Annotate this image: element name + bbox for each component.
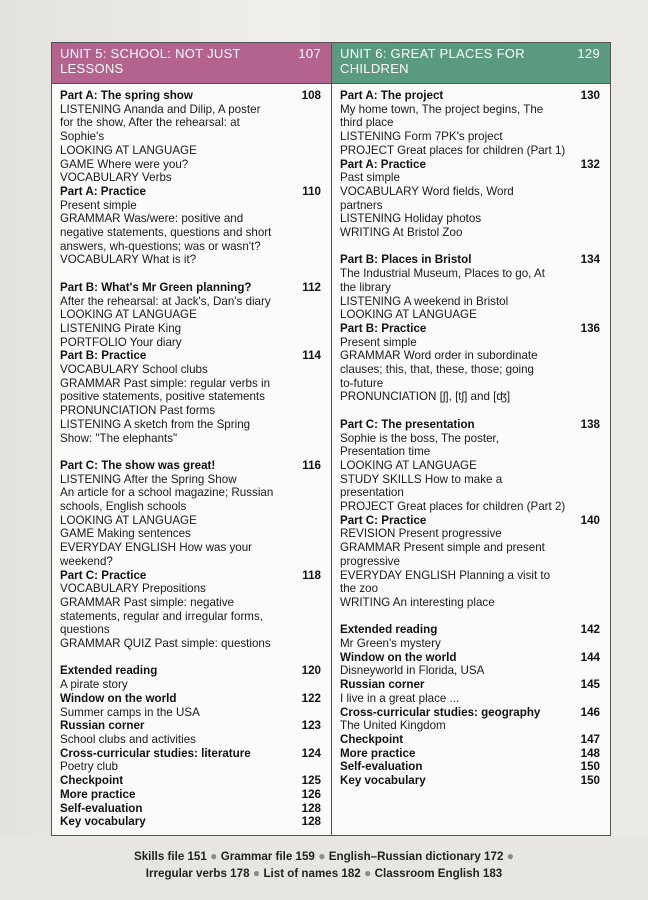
detail-text: positive statements, positive statements <box>60 390 265 404</box>
heading-text: Window on the world <box>340 650 457 664</box>
footer-reference: English–Russian dictionary 172 <box>328 850 504 863</box>
detail-text: LISTENING After the Spring Show <box>60 472 237 486</box>
section-heading <box>340 514 602 528</box>
section-detail <box>60 514 323 528</box>
detail-text: Disneyworld in Florida, USA <box>340 664 485 678</box>
page-number: 125 <box>301 774 321 788</box>
section-detail <box>60 596 323 610</box>
detail-text: GRAMMAR Word order in subordinate <box>340 349 538 363</box>
unit6-header <box>332 43 610 84</box>
section-detail <box>60 116 323 130</box>
section-heading <box>340 760 602 774</box>
section-heading <box>60 747 323 761</box>
detail-text: GRAMMAR Past simple: negative <box>60 595 234 609</box>
detail-text: School clubs and activities <box>60 733 196 746</box>
section-heading <box>60 664 323 678</box>
page-number: 124 <box>301 746 321 760</box>
section-detail <box>340 459 602 473</box>
section-detail <box>60 130 323 144</box>
detail-text: Mr Green's mystery <box>340 637 441 651</box>
toc-entry <box>60 459 323 569</box>
detail-text: LOOKING AT LANGUAGE <box>60 513 197 527</box>
section-heading <box>60 692 323 706</box>
detail-text: EVERYDAY ENGLISH Planning a visit to <box>340 568 551 582</box>
detail-text: answers, wh-questions; was or wasn't? <box>60 239 261 253</box>
reference-footer <box>0 848 648 882</box>
section-detail <box>60 103 323 117</box>
page-number: 118 <box>302 568 321 582</box>
heading-text: Part B: Places in Bristol <box>340 253 472 267</box>
detail-text: Present simple <box>60 198 137 212</box>
section-detail <box>60 500 323 514</box>
heading-text: Self-evaluation <box>340 760 423 774</box>
section-detail <box>60 308 323 322</box>
page-number: 128 <box>301 815 321 829</box>
section-detail <box>340 336 602 350</box>
section-detail <box>340 295 602 309</box>
bullet-separator: ● <box>206 849 221 863</box>
detail-text: LOOKING AT LANGUAGE <box>60 143 197 157</box>
detail-text: LOOKING AT LANGUAGE <box>340 458 477 472</box>
detail-text: GRAMMAR Present simple and present <box>340 541 545 555</box>
detail-text: Past simple <box>340 171 400 185</box>
section-detail <box>340 144 602 158</box>
section-detail <box>340 719 602 733</box>
section-heading <box>340 623 602 637</box>
section-detail <box>60 555 323 569</box>
toc-entry <box>60 185 323 267</box>
section-detail <box>60 144 323 158</box>
page-number: 110 <box>302 184 321 198</box>
detail-text: PROJECT Great places for children (Part 1) <box>340 143 566 157</box>
unit5-header <box>52 43 331 84</box>
detail-text: The Industrial Museum, Places to go, At <box>340 267 545 281</box>
section-detail <box>60 623 323 637</box>
section-detail <box>340 212 602 226</box>
detail-text: to-future <box>340 376 384 390</box>
section-detail <box>340 445 602 459</box>
detail-text: LISTENING A weekend in Bristol <box>340 294 509 308</box>
contents-table <box>51 42 611 836</box>
detail-text: REVISION Present progressive <box>340 527 502 541</box>
section-heading <box>340 651 602 665</box>
section-detail <box>60 432 323 446</box>
section-detail <box>340 596 602 610</box>
detail-text: negative statements, questions and short <box>60 226 272 240</box>
detail-text: PRONUNCIATION Past forms <box>60 404 216 418</box>
footer-line-1 <box>0 848 648 865</box>
section-detail <box>340 473 602 500</box>
page-number: 147 <box>580 733 600 746</box>
detail-text: Sophie is the boss, The poster, <box>340 431 499 445</box>
section-heading <box>60 89 323 103</box>
detail-text: LOOKING AT LANGUAGE <box>60 308 197 322</box>
section-detail <box>340 541 602 555</box>
section-heading <box>340 733 602 747</box>
detail-text: Summer camps in the USA <box>60 705 200 719</box>
detail-text: third place <box>340 116 394 130</box>
detail-text: WRITING An interesting place <box>340 595 495 609</box>
heading-text: Cross-curricular studies: geography <box>340 705 541 719</box>
toc-entry <box>340 158 602 240</box>
heading-text: More practice <box>60 787 136 801</box>
page-number: 150 <box>580 760 600 774</box>
section-heading <box>60 802 323 816</box>
section-detail <box>340 103 602 117</box>
heading-text: Russian corner <box>60 719 145 733</box>
section-detail <box>60 295 323 309</box>
detail-text: PORTFOLIO Your diary <box>60 335 182 349</box>
page-number: 136 <box>580 321 600 335</box>
heading-text: Part C: The presentation <box>340 417 475 431</box>
detail-text: VOCABULARY Prepositions <box>60 582 206 596</box>
detail-text: Show: "The elephants" <box>60 431 178 445</box>
page-number: 150 <box>580 774 600 788</box>
footer-reference: Irregular verbs 178 <box>145 867 250 880</box>
detail-text: questions <box>60 623 110 637</box>
detail-text: The United Kingdom <box>340 719 446 733</box>
heading-text: Part B: What's Mr Green planning? <box>60 280 252 294</box>
section-heading <box>340 253 602 267</box>
entry-spacer <box>60 267 323 281</box>
detail-text: GAME Making sentences <box>60 527 191 541</box>
detail-text: the library <box>340 280 391 294</box>
section-detail <box>60 226 323 240</box>
section-detail <box>340 281 602 295</box>
unit5-column <box>52 43 332 835</box>
detail-text: GRAMMAR Was/were: positive and <box>60 212 244 226</box>
section-detail <box>60 733 323 747</box>
unit5-page: 107 <box>298 46 321 61</box>
detail-text: PROJECT Great places for children (Part 2) <box>340 500 566 514</box>
toc-entry <box>340 253 602 322</box>
toc-entry <box>340 89 602 158</box>
section-detail <box>60 637 323 651</box>
page-number: 132 <box>580 157 600 171</box>
heading-text: Part C: The show was great! <box>60 458 216 472</box>
footer-line-2 <box>0 865 648 882</box>
detail-text: I live in a great place ... <box>340 691 460 705</box>
page-number: 144 <box>580 650 600 664</box>
heading-text: Self-evaluation <box>60 801 143 815</box>
detail-text: schools, English schools <box>60 500 187 514</box>
page-number: 145 <box>580 678 600 692</box>
page-number: 120 <box>301 664 321 678</box>
detail-text: LISTENING Ananda and Dilip, A poster <box>60 102 261 116</box>
section-detail <box>60 760 323 774</box>
detail-text: WRITING At Bristol Zoo <box>340 226 463 240</box>
page-number: 148 <box>580 746 600 760</box>
detail-text: EVERYDAY ENGLISH How was your <box>60 541 253 555</box>
detail-text: STUDY SKILLS How to make a presentation <box>340 472 503 500</box>
section-detail <box>340 637 602 651</box>
detail-text: weekend? <box>60 554 113 568</box>
section-detail <box>60 322 323 336</box>
bullet-separator: ● <box>360 866 375 880</box>
detail-text: GAME Where were you? <box>60 157 189 171</box>
page-number: 138 <box>580 417 600 431</box>
unit6-entries <box>332 84 610 788</box>
section-detail <box>340 555 602 569</box>
section-detail <box>60 158 323 172</box>
page-number: 114 <box>302 349 321 363</box>
detail-text: clauses; this, that, these, those; going <box>340 363 534 377</box>
section-detail <box>340 308 602 322</box>
section-detail <box>340 349 602 363</box>
section-heading <box>60 569 323 583</box>
detail-text: VOCABULARY Word fields, Word <box>340 184 514 198</box>
page-number: 123 <box>301 719 321 733</box>
section-detail <box>340 582 602 596</box>
section-detail <box>340 527 602 541</box>
section-detail <box>60 199 323 213</box>
section-heading <box>60 815 323 829</box>
page-number: 128 <box>301 801 321 815</box>
section-detail <box>340 267 602 281</box>
page-number: 140 <box>580 513 600 527</box>
toc-entry <box>340 322 602 404</box>
detail-text: LISTENING A sketch from the Spring <box>60 417 251 431</box>
section-detail <box>60 486 323 500</box>
footer-reference: Classroom English 183 <box>374 867 503 880</box>
section-heading <box>340 774 602 788</box>
detail-text: progressive <box>340 554 400 568</box>
detail-text: A pirate story <box>60 678 128 692</box>
section-detail <box>60 390 323 404</box>
detail-text: partners <box>340 198 383 212</box>
page-number: 122 <box>301 691 321 705</box>
toc-entry <box>60 349 323 445</box>
section-detail <box>60 253 323 267</box>
detail-text: Poetry club <box>60 760 118 774</box>
section-heading <box>60 774 323 788</box>
heading-text: Part A: Practice <box>60 184 146 198</box>
toc-entry <box>340 514 602 610</box>
detail-text: Presentation time <box>340 445 431 459</box>
unit6-column <box>332 43 610 835</box>
section-detail <box>60 527 323 541</box>
toc-entry <box>60 664 323 828</box>
detail-text: for the show, After the rehearsal: at <box>60 116 240 130</box>
bullet-separator: ● <box>503 849 514 863</box>
section-detail <box>340 500 602 514</box>
page-number: 134 <box>580 253 600 267</box>
detail-text: LISTENING Pirate King <box>60 321 182 335</box>
footer-reference: List of names 182 <box>263 867 361 880</box>
section-detail <box>340 377 602 391</box>
detail-text: After the rehearsal: at Jack's, Dan's diary <box>60 294 271 308</box>
section-detail <box>340 116 602 130</box>
section-heading <box>60 459 323 473</box>
heading-text: Extended reading <box>340 623 438 637</box>
toc-entry <box>340 418 602 514</box>
section-heading <box>340 322 602 336</box>
detail-text: LISTENING Holiday photos <box>340 212 482 226</box>
detail-text: statements, regular and irregular forms, <box>60 609 263 623</box>
section-detail <box>60 678 323 692</box>
section-detail <box>60 582 323 596</box>
entry-spacer <box>60 651 323 665</box>
section-heading <box>60 281 323 295</box>
heading-text: More practice <box>340 746 416 760</box>
section-detail <box>340 692 602 706</box>
section-detail <box>340 130 602 144</box>
section-detail <box>60 706 323 720</box>
section-detail <box>340 390 602 404</box>
page-number: 146 <box>580 705 600 719</box>
section-detail <box>60 171 323 185</box>
section-heading <box>340 418 602 432</box>
detail-text: PRONUNCIATION [ʃ], [tʃ] and [ʤ] <box>340 390 511 404</box>
section-detail <box>340 185 602 199</box>
section-heading <box>60 788 323 802</box>
section-detail <box>340 199 602 213</box>
detail-text: GRAMMAR Past simple: regular verbs in <box>60 376 271 390</box>
detail-text: GRAMMAR QUIZ Past simple: questions <box>60 637 271 651</box>
heading-text: Part B: Practice <box>340 321 427 335</box>
heading-text: Window on the world <box>60 691 177 705</box>
page-number: 112 <box>302 280 321 294</box>
entry-spacer <box>340 404 602 418</box>
page-number: 108 <box>301 89 321 102</box>
section-heading <box>340 89 602 103</box>
section-heading <box>60 719 323 733</box>
heading-text: Checkpoint <box>60 774 124 788</box>
section-detail <box>340 569 602 583</box>
section-detail <box>60 212 323 226</box>
heading-text: Part A: Practice <box>340 157 426 171</box>
section-heading <box>340 747 602 761</box>
footer-reference: Skills file 151 <box>134 850 207 863</box>
unit5-entries <box>52 84 331 829</box>
page-number: 142 <box>580 623 600 637</box>
detail-text: LOOKING AT LANGUAGE <box>340 308 477 322</box>
entry-spacer <box>340 240 602 254</box>
entry-spacer <box>340 610 602 624</box>
section-detail <box>60 404 323 418</box>
section-heading <box>60 349 323 363</box>
heading-text: Part A: The project <box>340 89 444 102</box>
detail-text: the zoo <box>340 582 379 596</box>
section-detail <box>340 226 602 240</box>
bullet-separator: ● <box>249 866 264 880</box>
toc-entry <box>60 89 323 185</box>
heading-text: Part A: The spring show <box>60 89 193 102</box>
unit6-title: UNIT 6: GREAT PLACES FOR CHILDREN <box>340 46 525 76</box>
page-number: 116 <box>302 458 321 472</box>
section-heading <box>340 158 602 172</box>
section-detail <box>60 363 323 377</box>
heading-text: Part C: Practice <box>340 513 427 527</box>
section-detail <box>60 610 323 624</box>
page-number: 126 <box>301 787 321 801</box>
heading-text: Checkpoint <box>340 733 404 746</box>
section-detail <box>60 336 323 350</box>
footer-reference: Grammar file 159 <box>220 850 315 863</box>
heading-text: Part C: Practice <box>60 568 147 582</box>
detail-text: VOCABULARY Verbs <box>60 171 172 185</box>
unit5-title: UNIT 5: SCHOOL: NOT JUST LESSONS <box>60 46 241 76</box>
section-heading <box>340 678 602 692</box>
detail-text: My home town, The project begins, The <box>340 102 544 116</box>
section-detail <box>340 432 602 446</box>
detail-text: Sophie's <box>60 130 105 144</box>
heading-text: Cross-curricular studies: literature <box>60 746 251 760</box>
page-number: 130 <box>580 89 600 102</box>
bullet-separator: ● <box>314 849 329 863</box>
toc-entry <box>60 569 323 651</box>
detail-text: VOCABULARY What is it? <box>60 253 197 267</box>
section-detail <box>340 171 602 185</box>
unit6-page: 129 <box>577 46 600 61</box>
heading-text: Key vocabulary <box>340 774 426 788</box>
heading-text: Part B: Practice <box>60 349 147 363</box>
section-detail <box>60 541 323 555</box>
heading-text: Russian corner <box>340 678 425 692</box>
entry-spacer <box>60 445 323 459</box>
section-detail <box>60 377 323 391</box>
section-detail <box>340 363 602 377</box>
section-detail <box>60 418 323 432</box>
section-detail <box>60 240 323 254</box>
heading-text: Extended reading <box>60 664 158 678</box>
section-detail <box>60 473 323 487</box>
toc-entry <box>60 281 323 350</box>
section-heading <box>340 706 602 720</box>
detail-text: VOCABULARY School clubs <box>60 363 208 377</box>
detail-text: An article for a school magazine; Russian <box>60 486 274 500</box>
detail-text: Present simple <box>340 335 417 349</box>
section-detail <box>340 664 602 678</box>
detail-text: LISTENING Form 7PK's project <box>340 130 503 144</box>
heading-text: Key vocabulary <box>60 815 146 829</box>
section-heading <box>60 185 323 199</box>
toc-entry <box>340 623 602 787</box>
